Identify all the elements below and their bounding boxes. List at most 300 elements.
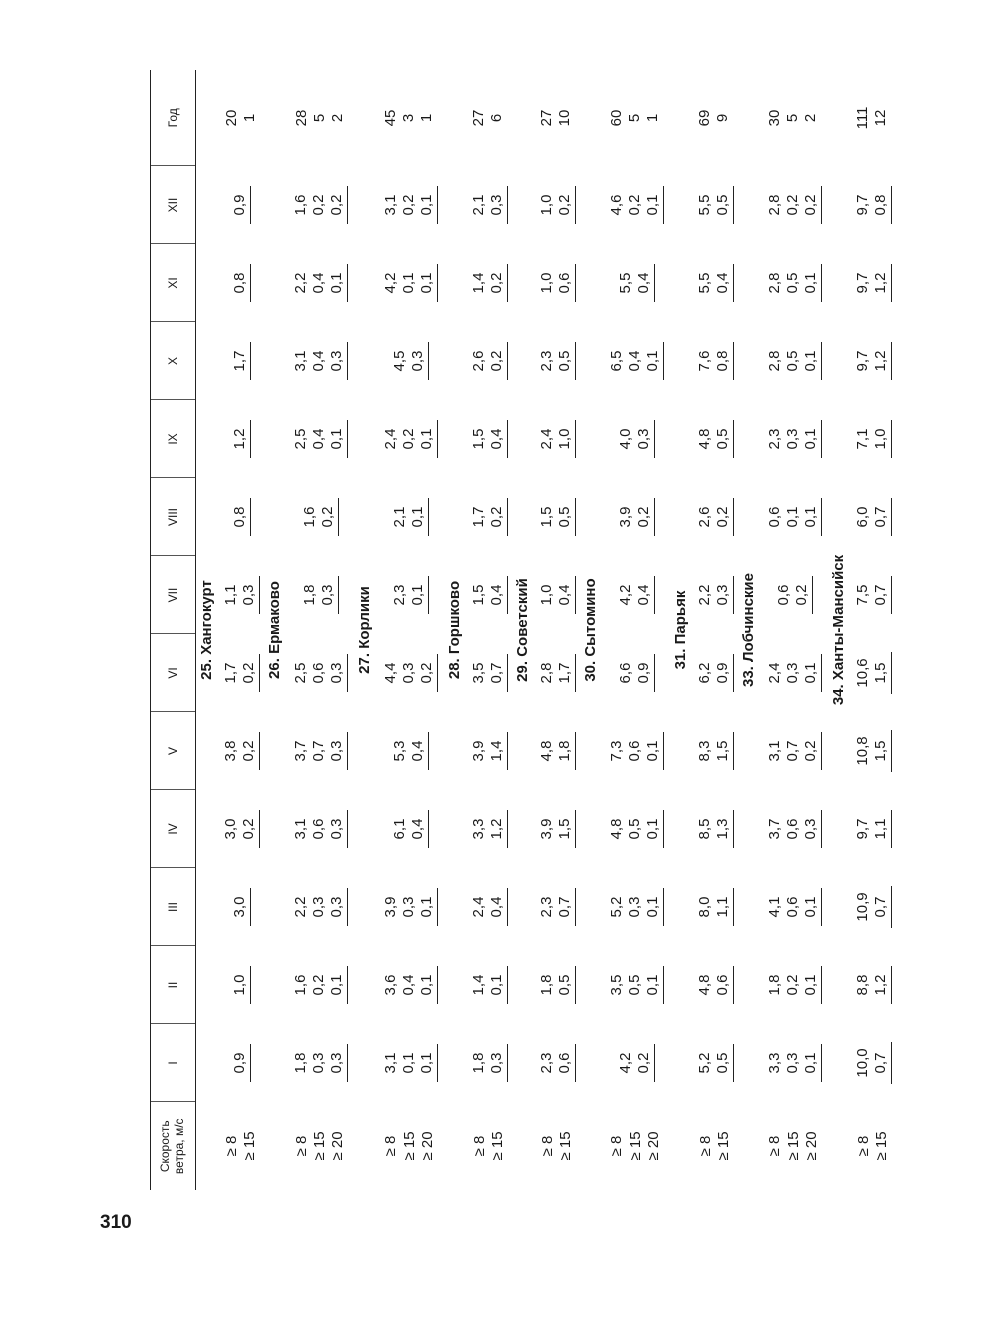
cell-year <box>760 70 828 166</box>
cell-value: 8,8 <box>853 974 871 996</box>
cell-month <box>760 556 828 634</box>
cell-value: 30 <box>766 109 784 127</box>
cell-values <box>854 264 892 302</box>
cell-values <box>696 186 734 224</box>
cell-value: 1,1 <box>713 896 731 918</box>
cell-values <box>292 264 348 302</box>
cell-value: 2,2 <box>292 272 309 294</box>
cell-values <box>696 810 734 848</box>
cell-month <box>760 946 828 1024</box>
cell-values <box>470 1044 508 1082</box>
cell-value: 0,9 <box>713 662 731 684</box>
station-data-row <box>286 70 354 1190</box>
cell-values <box>608 966 664 1004</box>
cell-values <box>538 888 576 926</box>
cell-month <box>602 556 670 634</box>
cell-value: 0,2 <box>634 506 652 528</box>
cell-values <box>854 99 891 137</box>
cell-value: 0,4 <box>625 350 643 372</box>
cell-month <box>218 166 264 244</box>
cell-month <box>466 400 512 478</box>
cell-values <box>617 1044 655 1082</box>
cell-value: 0,5 <box>713 428 731 450</box>
cell-value: 1,2 <box>487 818 505 840</box>
cell-value: 1,8 <box>292 1052 309 1074</box>
speed-threshold: ≥ 8 <box>766 1135 784 1157</box>
cell-value: 0,1 <box>487 974 505 996</box>
cell-month <box>602 634 670 712</box>
station-data-row <box>376 70 444 1190</box>
cell-value: 0,2 <box>783 974 801 996</box>
cell-value: 0,2 <box>801 740 819 762</box>
cell-values <box>696 420 734 458</box>
cell-value: 0,2 <box>783 194 801 216</box>
cell-month <box>218 868 264 946</box>
cell-month <box>760 478 828 556</box>
cell-month <box>218 1024 264 1102</box>
cell-value: 3,8 <box>222 740 240 762</box>
cell-value: 0,6 <box>310 818 327 840</box>
cell-value: 0,4 <box>487 896 505 918</box>
cell-values <box>292 888 348 926</box>
cell-values <box>608 888 664 926</box>
cell-value: 5 <box>310 113 328 123</box>
cell-values <box>293 99 348 137</box>
cell-month <box>602 946 670 1024</box>
cell-value: 9,7 <box>853 194 871 216</box>
cell-values <box>696 966 734 1004</box>
cell-value: 1,1 <box>871 818 889 840</box>
cell-value: 2,4 <box>469 896 487 918</box>
cell-month <box>466 868 512 946</box>
cell-value: 1,5 <box>555 818 573 840</box>
cell-value: 0,8 <box>231 506 249 528</box>
cell-value: 0,9 <box>231 194 249 216</box>
cell-values <box>766 888 822 926</box>
speed-thresholds <box>760 1102 828 1190</box>
cell-month <box>850 868 896 946</box>
cell-value: 3,1 <box>381 194 399 216</box>
cell-value: 0,6 <box>625 740 643 762</box>
cell-value: 0,2 <box>240 818 258 840</box>
cell-value: 0,2 <box>399 194 417 216</box>
speed-threshold: ≥ 8 <box>854 1135 872 1157</box>
cell-value: 0,2 <box>634 1052 652 1074</box>
cell-value: 0,7 <box>310 740 327 762</box>
station-title-row <box>828 70 850 1190</box>
cell-value: 1,0 <box>871 428 889 450</box>
cell-value: 60 <box>608 109 626 127</box>
cell-year <box>286 70 354 166</box>
station-data-row <box>218 70 264 1190</box>
cell-value: 6,2 <box>695 662 713 684</box>
cell-value: 0,8 <box>871 194 889 216</box>
cell-value: 0,1 <box>643 194 661 216</box>
cell-value: 0,5 <box>555 350 573 372</box>
cell-value: 0,4 <box>634 584 652 606</box>
cell-value: 4,0 <box>616 428 634 450</box>
cell-month <box>376 790 444 868</box>
cell-month <box>466 790 512 868</box>
cell-value: 0,2 <box>713 506 731 528</box>
cell-values <box>470 420 508 458</box>
cell-value: 0,2 <box>310 974 327 996</box>
cell-month <box>218 478 264 556</box>
cell-values <box>766 966 822 1004</box>
cell-month <box>692 400 738 478</box>
cell-value: 12 <box>872 109 890 127</box>
cell-values <box>470 342 508 380</box>
cell-value: 0,4 <box>310 272 327 294</box>
cell-values <box>382 420 438 458</box>
cell-month <box>218 322 264 400</box>
header-month-9: IX <box>151 400 196 478</box>
speed-threshold: ≥ 20 <box>419 1131 437 1161</box>
speed-threshold: ≥ 8 <box>292 1135 310 1157</box>
cell-values <box>231 966 251 1004</box>
cell-month <box>218 790 264 868</box>
cell-value: 4,6 <box>607 194 625 216</box>
cell-value: 5,2 <box>607 896 625 918</box>
cell-month <box>466 478 512 556</box>
cell-month <box>286 166 354 244</box>
cell-value: 0,7 <box>487 662 505 684</box>
cell-value: 1,8 <box>301 584 318 606</box>
cell-month <box>534 946 580 1024</box>
cell-values <box>222 810 260 848</box>
cell-value: 2,3 <box>537 350 555 372</box>
cell-value: 0,5 <box>555 506 573 528</box>
cell-value: 0,5 <box>713 194 731 216</box>
cell-value: 27 <box>538 109 556 127</box>
cell-month <box>692 634 738 712</box>
cell-month <box>376 322 444 400</box>
cell-month <box>850 556 896 634</box>
cell-value: 0,1 <box>408 584 426 606</box>
cell-values <box>538 99 575 137</box>
cell-value: 0,1 <box>801 272 819 294</box>
cell-value: 0,1 <box>643 896 661 918</box>
cell-month <box>692 322 738 400</box>
cell-value: 1,2 <box>871 350 889 372</box>
cell-month <box>466 322 512 400</box>
station-title-row <box>580 70 602 1190</box>
cell-value: 0,3 <box>328 740 345 762</box>
cell-values <box>391 810 429 848</box>
cell-month <box>376 634 444 712</box>
cell-values <box>617 420 655 458</box>
cell-value: 0,1 <box>417 974 435 996</box>
cell-values <box>617 498 655 536</box>
cell-value: 28 <box>292 109 310 127</box>
cell-values <box>391 342 429 380</box>
cell-value: 7,1 <box>853 428 871 450</box>
cell-month <box>602 400 670 478</box>
cell-values <box>222 654 260 692</box>
cell-value: 0,4 <box>634 272 652 294</box>
cell-value: 0,1 <box>801 428 819 450</box>
cell-value: 3,9 <box>469 740 487 762</box>
header-month-2: II <box>151 946 196 1024</box>
cell-value: 0,1 <box>801 1052 819 1074</box>
cell-value: 1,7 <box>555 662 573 684</box>
cell-value: 0,6 <box>774 584 792 606</box>
cell-month <box>376 712 444 790</box>
station-title-row <box>196 70 219 1190</box>
speed-threshold: ≥ 20 <box>329 1131 347 1161</box>
cell-value: 0,3 <box>783 428 801 450</box>
cell-value: 5,5 <box>695 194 713 216</box>
cell-value: 2,8 <box>765 350 783 372</box>
cell-month <box>850 634 896 712</box>
cell-value: 0,3 <box>240 584 258 606</box>
cell-value: 4,8 <box>537 740 555 762</box>
cell-value: 0,6 <box>310 662 327 684</box>
cell-month <box>286 244 354 322</box>
cell-value: 0,5 <box>555 974 573 996</box>
cell-month <box>286 712 354 790</box>
cell-value: 0,7 <box>555 896 573 918</box>
cell-month <box>850 244 896 322</box>
cell-month <box>466 556 512 634</box>
cell-month <box>466 1024 512 1102</box>
cell-value: 3,7 <box>292 740 309 762</box>
cell-month <box>850 946 896 1024</box>
cell-values <box>696 498 734 536</box>
cell-value: 1,0 <box>537 584 555 606</box>
cell-value: 3,0 <box>222 818 240 840</box>
cell-value: 0,1 <box>643 350 661 372</box>
cell-value: 0,3 <box>713 584 731 606</box>
cell-month <box>466 634 512 712</box>
cell-values <box>538 342 576 380</box>
cell-value: 0,1 <box>801 662 819 684</box>
header-month-6: VI <box>151 634 196 712</box>
cell-month <box>602 166 670 244</box>
cell-value: 0,1 <box>328 272 345 294</box>
cell-value: 2,4 <box>381 428 399 450</box>
cell-value: 0,6 <box>713 974 731 996</box>
cell-values <box>617 264 655 302</box>
cell-value: 1,2 <box>871 974 889 996</box>
cell-month <box>466 712 512 790</box>
cell-value: 0,3 <box>487 194 505 216</box>
speed-threshold: ≥ 8 <box>696 1135 714 1157</box>
cell-value: 2,3 <box>537 1052 555 1074</box>
cell-value: 3,1 <box>292 818 309 840</box>
cell-value: 3,5 <box>469 662 487 684</box>
cell-values <box>696 1044 734 1082</box>
cell-value: 0,1 <box>417 194 435 216</box>
cell-month <box>286 790 354 868</box>
cell-value: 5,5 <box>616 272 634 294</box>
table-body <box>196 70 897 1190</box>
cell-value: 0,9 <box>231 1052 249 1074</box>
cell-values <box>617 654 655 692</box>
station-title: 25. Хангокурт <box>197 580 215 680</box>
station-data-row <box>466 70 512 1190</box>
cell-value: 0,2 <box>240 740 258 762</box>
cell-value: 0,4 <box>555 584 573 606</box>
cell-value: 1,5 <box>537 506 555 528</box>
cell-value: 4,2 <box>616 1052 634 1074</box>
cell-value: 1,8 <box>537 974 555 996</box>
cell-value: 0,2 <box>792 584 810 606</box>
cell-month <box>286 1024 354 1102</box>
cell-value: 10,9 <box>853 892 871 922</box>
cell-value: 9 <box>714 113 732 123</box>
cell-values <box>608 342 664 380</box>
cell-month <box>692 478 738 556</box>
cell-value: 0,3 <box>310 896 327 918</box>
cell-value: 0,6 <box>555 272 573 294</box>
cell-values <box>222 732 260 770</box>
station-title-row <box>512 70 534 1190</box>
cell-values <box>854 1042 892 1083</box>
cell-values <box>854 576 892 614</box>
cell-value: 2,8 <box>765 194 783 216</box>
cell-value: 1,4 <box>487 740 505 762</box>
cell-value: 0,6 <box>765 506 783 528</box>
cell-values <box>538 1044 576 1082</box>
cell-month <box>760 634 828 712</box>
cell-value: 0,7 <box>783 740 801 762</box>
cell-values <box>766 732 822 770</box>
header-month-4: IV <box>151 790 196 868</box>
cell-value: 0,1 <box>801 896 819 918</box>
cell-year <box>850 70 896 166</box>
cell-value: 0,8 <box>231 272 249 294</box>
cell-value: 0,3 <box>801 818 819 840</box>
cell-values <box>470 186 508 224</box>
cell-month <box>218 712 264 790</box>
cell-value: 1,0 <box>231 974 249 996</box>
cell-value: 1,5 <box>713 740 731 762</box>
cell-values <box>382 264 438 302</box>
cell-value: 3,1 <box>292 350 309 372</box>
cell-value: 0,2 <box>487 506 505 528</box>
cell-value: 3,1 <box>381 1052 399 1074</box>
speed-threshold: ≥ 20 <box>803 1131 821 1161</box>
station-title: 29. Советский <box>513 578 531 682</box>
cell-values <box>696 342 734 380</box>
cell-values <box>854 886 892 927</box>
cell-month <box>760 790 828 868</box>
station-data-row <box>602 70 670 1190</box>
cell-values <box>617 576 655 614</box>
cell-values <box>231 342 251 380</box>
cell-value: 0,4 <box>408 740 426 762</box>
cell-value: 0,2 <box>487 272 505 294</box>
cell-value: 5,2 <box>695 1052 713 1074</box>
cell-value: 1,5 <box>871 662 889 684</box>
speed-thresholds <box>850 1102 896 1190</box>
cell-value: 0,1 <box>643 974 661 996</box>
cell-values <box>292 420 348 458</box>
cell-values <box>382 966 438 1004</box>
cell-value: 0,2 <box>801 194 819 216</box>
cell-value: 2 <box>328 113 346 123</box>
cell-value: 1,4 <box>469 974 487 996</box>
cell-value: 5,5 <box>695 272 713 294</box>
cell-value: 2,4 <box>765 662 783 684</box>
cell-values <box>766 420 822 458</box>
cell-value: 0,3 <box>783 1052 801 1074</box>
cell-month <box>534 634 580 712</box>
cell-value: 4,4 <box>381 662 399 684</box>
cell-values <box>854 342 892 380</box>
cell-month <box>534 556 580 634</box>
cell-values <box>231 420 251 458</box>
header-month-11: XI <box>151 244 196 322</box>
cell-values <box>538 732 576 770</box>
cell-month <box>692 712 738 790</box>
cell-month <box>286 478 354 556</box>
cell-value: 3,0 <box>231 896 249 918</box>
cell-values <box>231 186 251 224</box>
cell-value: 2,2 <box>695 584 713 606</box>
speed-threshold: ≥ 8 <box>538 1135 556 1157</box>
cell-values <box>775 576 813 614</box>
speed-thresholds <box>466 1102 512 1190</box>
cell-value: 0,5 <box>783 350 801 372</box>
speed-threshold: ≥ 20 <box>645 1131 663 1161</box>
cell-value: 0,4 <box>487 428 505 450</box>
cell-month <box>850 322 896 400</box>
speed-threshold: ≥ 8 <box>608 1135 626 1157</box>
cell-month <box>692 790 738 868</box>
cell-value: 0,2 <box>625 194 643 216</box>
speed-threshold: ≥ 15 <box>241 1131 259 1161</box>
station-data-row <box>692 70 738 1190</box>
cell-value: 0,3 <box>399 896 417 918</box>
cell-value: 0,3 <box>634 428 652 450</box>
cell-value: 10,6 <box>853 658 871 688</box>
cell-values <box>391 732 429 770</box>
cell-value: 2,5 <box>292 428 309 450</box>
header-speed <box>151 1102 196 1190</box>
cell-value: 5,3 <box>390 740 408 762</box>
cell-value: 3,3 <box>765 1052 783 1074</box>
cell-month <box>850 478 896 556</box>
cell-value: 0,1 <box>417 1052 435 1074</box>
cell-values <box>696 888 734 926</box>
cell-values <box>231 264 251 302</box>
cell-value: 6,1 <box>390 818 408 840</box>
cell-value: 2,1 <box>469 194 487 216</box>
cell-value: 6,6 <box>616 662 634 684</box>
cell-values <box>382 888 438 926</box>
cell-month <box>534 400 580 478</box>
cell-value: 45 <box>382 109 400 127</box>
cell-values <box>854 498 892 536</box>
cell-values <box>854 652 892 693</box>
cell-value: 1 <box>418 113 436 123</box>
header-month-8: VIII <box>151 478 196 556</box>
cell-values <box>231 1044 251 1082</box>
cell-values <box>538 810 576 848</box>
cell-month <box>218 400 264 478</box>
cell-value: 0,7 <box>871 584 889 606</box>
cell-values <box>470 810 508 848</box>
cell-values <box>292 732 348 770</box>
cell-year <box>602 70 670 166</box>
cell-values <box>292 654 348 692</box>
cell-value: 4,2 <box>616 584 634 606</box>
cell-value: 0,1 <box>643 818 661 840</box>
header-month-10: X <box>151 322 196 400</box>
cell-month <box>692 1024 738 1102</box>
